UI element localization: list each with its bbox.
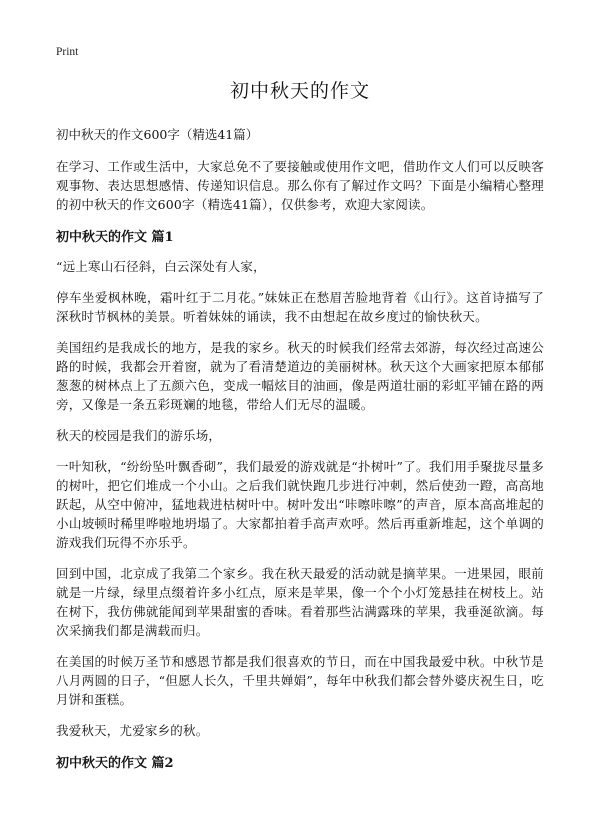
paragraph-leaves-game: 一叶知秋，“纷纷坠叶飘香砌”，我们最爱的游戏就是“扑树叶”了。我们用手聚拢尽量多的树叶，把它们堆成一个小山。之后我们就快跑几步进行冲刺，然后使劲一蹬，高高地跃起，从空中俯冲，猛地栽进枯树叶中。树叶发出“咔嚓咔嚓”的声音，原本高高堆起的小山坡顿时稀里哗啦地坍塌了。大家都拍着手高声欢呼。然后再重新堆起，这个单调的游戏我们玩得不亦乐乎。 (56, 459, 544, 550)
paragraph-festivals: 在美国的时候万圣节和感恩节都是我们很喜欢的节日，而在中国我最爱中秋。中秋节是八月两圆的日子，“但愿人长久，千里共婵娟”，每年中秋我们都会替外婆庆祝生日，吃月饼和蛋糕。 (56, 654, 544, 707)
document-title: 初中秋天的作文 (229, 80, 370, 102)
section-heading-2: 初中秋天的作文 篇2 (56, 756, 174, 771)
print-label: Print (56, 46, 79, 58)
paragraph-campus: 秋天的校园是我们的游乐场， (56, 428, 222, 443)
document-subtitle: 初中秋天的作文600字（精选41篇） (56, 127, 259, 142)
paragraph-beijing: 回到中国，北京成了我第二个家乡。我在秋天最爱的活动就是摘苹果。一进果园，眼前就是一片绿，绿里点缀着许多小红点，原来是苹果，像一个个小灯笼悬挂在树枝上。站在树下，我仿佛就能闻到苹果甜蜜的香味。看着那些沾满露珠的苹果，我垂涎欲滴。每次采摘我们都是满载而归。 (56, 566, 544, 638)
section-heading-1: 初中秋天的作文 篇1 (56, 230, 174, 245)
paragraph-new-york: 美国纽约是我成长的地方，是我的家乡。秋天的时候我们经常去郊游，每次经过高速公路的时候，我都会开着窗，就为了看清楚道边的美丽树林。秋天这个大画家把原本郁郁葱葱的树林点上了五颜六色，变成一幅炫目的油画，像是两道壮丽的彩虹平铺在路的两旁，又像是一条五彩斑斓的地毯，带给人们无尽的温暖。 (56, 340, 544, 412)
paragraph-poem-line1: “远上寒山石径斜，白云深处有人家， (56, 259, 266, 274)
paragraph-poem-line2: 停车坐爱枫林晚，霜叶红于二月花。”妹妹正在愁眉苦脸地背着《山行》。这首诗描写了深秋时节枫林的美景。听着妹妹的诵读，我不由想起在故乡度过的愉快秋天。 (56, 290, 544, 324)
paragraph-conclusion: 我爱秋天，尤爱家乡的秋。 (56, 723, 209, 738)
intro-paragraph: 在学习、工作或生活中，大家总免不了要接触或使用作文吧，借助作文人们可以反映客观事物、表达思想感情、传递知识信息。那么你有了解过作文吗？下面是小编精心整理的初中秋天的作文600字（精选41篇），仅供参考，欢迎大家阅读。 (56, 159, 544, 212)
